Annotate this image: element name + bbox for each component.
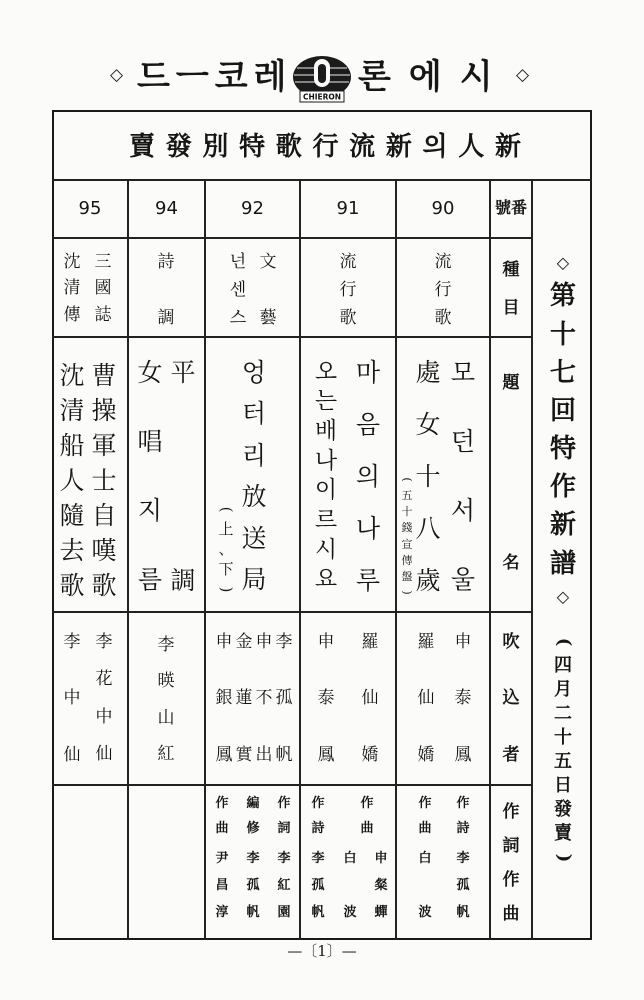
glyph: 賣: [554, 823, 572, 844]
record-92-artist: [275, 631, 294, 765]
record-number-92: 92: [241, 198, 264, 219]
record-92-credit-role: [245, 797, 262, 835]
glyph: 銀: [215, 688, 233, 708]
record-92-credit-name: [245, 852, 262, 919]
glyph: 曲: [215, 820, 229, 836]
glyph: 清: [59, 395, 85, 425]
glyph: 이: [314, 477, 338, 504]
glyph: 去: [59, 535, 85, 565]
glyph: 流: [339, 251, 357, 272]
glyph: 藝: [259, 307, 277, 328]
record-92-title-note: [218, 502, 235, 597]
header-diamond-right: ◇: [516, 65, 530, 85]
glyph: 李: [246, 850, 260, 866]
glyph: 中: [63, 688, 81, 708]
glyph: 作: [456, 795, 470, 811]
glyph: 蟬: [374, 904, 388, 920]
glyph: 넌: [229, 251, 247, 272]
record-91-title: [313, 358, 340, 593]
glyph: 行: [434, 279, 452, 300]
glyph: 人: [59, 465, 85, 495]
glyph: 曲: [418, 820, 432, 836]
glyph: 女: [415, 409, 441, 439]
glyph: 오: [314, 358, 338, 385]
glyph: 요: [314, 566, 338, 593]
glyph: 十: [401, 505, 413, 519]
glyph: 七: [549, 357, 576, 388]
record-91-credit-name: [373, 852, 390, 919]
record-95-title: [90, 360, 119, 600]
glyph: 傳: [63, 304, 81, 325]
chieron-logo: [291, 54, 353, 104]
header-diamond-left: ◇: [110, 65, 124, 85]
banner-title: [129, 134, 521, 160]
glyph: 文: [259, 251, 277, 272]
record-92-artist: [255, 631, 274, 765]
record-90-credit-role: [417, 797, 434, 835]
glyph: 十: [415, 461, 441, 491]
record-91-credit-name: [310, 852, 327, 919]
glyph: 리: [241, 440, 267, 470]
glyph: 下: [218, 560, 234, 578]
record-95-genre: [62, 251, 83, 325]
header-brand-left: 드ㅡ코레: [137, 57, 293, 97]
glyph: 作: [418, 795, 432, 811]
glyph: 軍: [91, 430, 117, 460]
glyph: 尹: [215, 850, 229, 866]
glyph: 의: [422, 132, 448, 162]
glyph: 行: [312, 132, 339, 162]
glyph: 處: [415, 357, 441, 387]
glyph: 엉: [241, 357, 267, 387]
glyph: 申: [317, 631, 335, 652]
row-label-genre: [501, 259, 522, 318]
glyph: 羅: [417, 631, 435, 652]
row-divider: [52, 336, 532, 338]
glyph: 唱: [137, 426, 163, 456]
record-92-artist: [235, 631, 254, 765]
row-label-artist: [501, 631, 522, 765]
glyph: 歌: [91, 570, 117, 600]
glyph: 羅: [361, 631, 379, 652]
glyph: 實: [235, 744, 253, 765]
glyph: 曲: [360, 820, 374, 836]
glyph: 粲: [374, 877, 388, 893]
glyph: 局: [241, 565, 267, 595]
glyph: 申: [255, 631, 273, 652]
glyph: ): [553, 853, 574, 863]
glyph: 歌: [339, 307, 357, 328]
banner-divider: [52, 179, 592, 181]
header-brand-right: 론에시: [358, 57, 511, 97]
glyph: 誌: [94, 304, 112, 325]
logo-horn-inner: [318, 64, 326, 83]
glyph: 作: [215, 795, 229, 811]
glyph: 發: [554, 799, 572, 820]
record-91-title: [354, 357, 383, 595]
glyph: 作: [549, 472, 576, 503]
glyph: 昌: [215, 877, 229, 893]
glyph: 름: [137, 565, 163, 595]
record-90-credit-name: [417, 852, 434, 919]
record-94-title: [169, 357, 198, 595]
record-91-credit-role: [310, 797, 327, 835]
row-label-number: 號番: [494, 198, 527, 217]
record-91-genre: [338, 251, 359, 328]
glyph: 孤: [246, 877, 260, 893]
glyph: 의: [355, 461, 381, 491]
glyph: ◇: [556, 253, 570, 272]
record-91-artist: [360, 631, 381, 765]
glyph: 操: [91, 395, 117, 425]
glyph: 作: [311, 795, 325, 811]
glyph: 스: [229, 307, 247, 328]
glyph: 流: [349, 132, 376, 162]
record-92-artist: [215, 631, 234, 765]
glyph: 르: [314, 507, 338, 534]
glyph: 山: [157, 707, 175, 728]
record-92-credit-role: [276, 797, 293, 835]
glyph: 名: [502, 552, 520, 573]
glyph: 四: [554, 655, 572, 676]
glyph: 白: [418, 850, 432, 866]
record-90-title: [449, 357, 478, 595]
record-number-91: 91: [336, 198, 360, 219]
glyph: ): [217, 586, 236, 593]
glyph: 申: [374, 850, 388, 866]
glyph: 隨: [59, 500, 85, 530]
record-90-title-note: [400, 474, 414, 598]
glyph: 李: [95, 631, 113, 652]
glyph: 歌: [434, 307, 452, 328]
record-91-artist: [316, 631, 337, 765]
glyph: 花: [95, 669, 113, 690]
glyph: 新: [494, 132, 521, 162]
glyph: 詩: [157, 251, 175, 272]
record-92-title: [240, 357, 269, 595]
glyph: 李: [277, 850, 291, 866]
glyph: 李: [63, 631, 81, 652]
logo-text: CHIERON: [302, 92, 342, 102]
record-91-credit-name: [342, 852, 359, 919]
glyph: 譜: [549, 548, 576, 579]
glyph: 五: [554, 751, 572, 772]
glyph: 仙: [63, 744, 81, 765]
glyph: 터: [241, 399, 267, 429]
glyph: 上: [218, 520, 234, 538]
record-95-genre: [93, 251, 114, 325]
record-number-94: 94: [155, 198, 178, 219]
glyph: 新: [549, 510, 576, 541]
glyph: 나: [355, 513, 381, 543]
glyph: 歌: [59, 570, 85, 600]
glyph: 傳: [401, 553, 413, 567]
record-90-title: [414, 357, 443, 595]
glyph: 不: [255, 688, 273, 708]
glyph: ◇: [556, 586, 570, 606]
glyph: 嬌: [361, 744, 379, 765]
glyph: 歌: [275, 132, 302, 162]
glyph: 泰: [454, 688, 472, 708]
glyph: 帆: [275, 744, 293, 765]
record-90-credit-name: [455, 852, 472, 919]
glyph: 込: [502, 688, 520, 708]
glyph: 申: [215, 631, 233, 652]
glyph: 調: [157, 307, 175, 328]
glyph: 編: [246, 795, 260, 811]
glyph: 修: [246, 820, 260, 836]
glyph: 三: [94, 251, 112, 272]
record-95-artist: [62, 631, 83, 765]
glyph: 回: [549, 395, 576, 426]
glyph: 李: [456, 850, 470, 866]
row-divider: [52, 784, 532, 786]
glyph: 調: [170, 565, 196, 595]
glyph: 女: [137, 357, 163, 387]
record-92-genre: [258, 251, 279, 328]
glyph: 曲: [502, 904, 520, 925]
glyph: 李: [157, 634, 175, 655]
glyph: 題: [502, 372, 520, 393]
glyph: 流: [434, 251, 452, 272]
glyph: 出: [255, 744, 273, 765]
glyph: 申: [454, 631, 472, 652]
row-divider: [52, 611, 532, 613]
glyph: 紅: [157, 744, 175, 765]
column-divider: [127, 180, 129, 940]
glyph: 月: [554, 679, 572, 700]
glyph: 國: [94, 278, 112, 298]
glyph: 鳳: [317, 744, 335, 765]
record-90-credit-role: [455, 797, 472, 835]
glyph: 賣: [129, 132, 156, 162]
record-90-artist: [416, 631, 437, 765]
glyph: 別: [202, 132, 229, 162]
glyph: (: [400, 477, 414, 482]
record-92-credit-name: [214, 852, 231, 919]
glyph: 五: [401, 489, 413, 503]
glyph: 發: [165, 132, 192, 162]
glyph: 送: [241, 523, 267, 553]
glyph: 마: [355, 357, 381, 387]
glyph: 仙: [417, 688, 435, 708]
record-91-credit-role: [359, 797, 376, 835]
side-column-divider: [531, 180, 533, 940]
glyph: 沈: [59, 360, 85, 390]
glyph: 시: [314, 536, 338, 563]
glyph: 十: [554, 727, 572, 748]
glyph: 作: [502, 801, 520, 822]
glyph: ): [400, 590, 414, 595]
glyph: 孤: [456, 877, 470, 893]
glyph: 泰: [317, 688, 335, 708]
glyph: 錢: [401, 521, 413, 535]
glyph: 目: [502, 297, 520, 318]
column-divider: [395, 180, 397, 940]
column-divider: [204, 180, 206, 940]
record-94-title: [136, 357, 165, 595]
record-94-artist: [156, 634, 177, 765]
glyph: 種: [502, 259, 520, 280]
glyph: 沈: [63, 251, 81, 272]
record-95-artist: [94, 631, 115, 765]
glyph: 仙: [95, 744, 113, 765]
glyph: 白: [343, 850, 357, 866]
glyph: 盤: [401, 569, 413, 583]
glyph: 帆: [456, 904, 470, 920]
glyph: 宣: [401, 537, 413, 551]
glyph: 孤: [275, 688, 293, 708]
glyph: 詞: [277, 820, 291, 836]
glyph: 園: [277, 904, 291, 920]
glyph: 二: [554, 703, 572, 724]
glyph: 、: [218, 540, 234, 558]
glyph: 新: [385, 132, 412, 162]
row-divider: [52, 237, 532, 239]
record-90-artist: [453, 631, 474, 765]
glyph: 詩: [456, 820, 470, 836]
record-number-90: 90: [431, 198, 455, 219]
record-number-95: 95: [78, 198, 102, 219]
glyph: 特: [239, 132, 266, 162]
glyph: 센: [229, 279, 247, 300]
glyph: 모: [450, 357, 476, 387]
glyph: 仙: [361, 688, 379, 708]
record-92-credit-role: [214, 797, 231, 835]
glyph: 日: [554, 775, 572, 796]
glyph: 平: [170, 357, 196, 387]
glyph: 船: [59, 430, 85, 460]
row-label-credits: [501, 801, 522, 925]
glyph: 人: [458, 132, 485, 162]
column-divider: [489, 180, 491, 940]
glyph: 던: [450, 426, 476, 456]
glyph: 배: [314, 417, 338, 444]
glyph: 特: [549, 434, 576, 465]
glyph: 吹: [502, 631, 520, 652]
glyph: 八: [415, 513, 441, 543]
glyph: (: [553, 637, 574, 647]
glyph: 는: [314, 388, 338, 415]
glyph: 暎: [157, 671, 175, 692]
record-95-title: [58, 360, 87, 600]
glyph: 金: [235, 631, 253, 652]
record-92-credit-name: [276, 852, 293, 919]
glyph: 波: [343, 904, 357, 920]
row-label-title: [501, 372, 522, 573]
side-title: [548, 255, 578, 605]
glyph: (: [217, 506, 236, 513]
record-90-genre: [433, 251, 454, 328]
glyph: 作: [502, 870, 520, 891]
glyph: 曹: [91, 360, 117, 390]
glyph: 第: [549, 281, 576, 312]
page-number: —〔1〕—: [287, 942, 357, 960]
glyph: 詩: [311, 820, 325, 836]
glyph: 嘆: [91, 535, 117, 565]
side-release-date: [552, 633, 574, 867]
glyph: 서: [450, 496, 476, 526]
glyph: 지: [137, 496, 163, 526]
glyph: 帆: [311, 904, 325, 920]
glyph: 自: [91, 500, 117, 530]
glyph: 詞: [502, 835, 520, 856]
glyph: 士: [91, 465, 117, 495]
record-92-genre: [228, 251, 249, 328]
glyph: 鳳: [215, 744, 233, 765]
glyph: 作: [277, 795, 291, 811]
glyph: 者: [502, 744, 520, 765]
glyph: 作: [360, 795, 374, 811]
glyph: 음: [355, 409, 381, 439]
glyph: 波: [418, 904, 432, 920]
glyph: 清: [63, 278, 81, 298]
glyph: 李: [275, 631, 293, 652]
glyph: 十: [549, 319, 576, 350]
glyph: 孤: [311, 877, 325, 893]
glyph: 放: [241, 482, 267, 512]
glyph: 淳: [215, 904, 229, 920]
glyph: 紅: [277, 877, 291, 893]
glyph: 嬌: [417, 744, 435, 765]
glyph: 울: [450, 565, 476, 595]
column-divider: [299, 180, 301, 940]
glyph: 나: [314, 447, 338, 474]
glyph: 鳳: [454, 744, 472, 765]
glyph: 行: [339, 279, 357, 300]
glyph: 李: [311, 850, 325, 866]
record-94-genre: [156, 251, 177, 328]
glyph: 蓮: [235, 688, 253, 708]
glyph: 歲: [415, 565, 441, 595]
glyph: 루: [355, 565, 381, 595]
glyph: 帆: [246, 904, 260, 920]
glyph: 中: [95, 706, 113, 727]
